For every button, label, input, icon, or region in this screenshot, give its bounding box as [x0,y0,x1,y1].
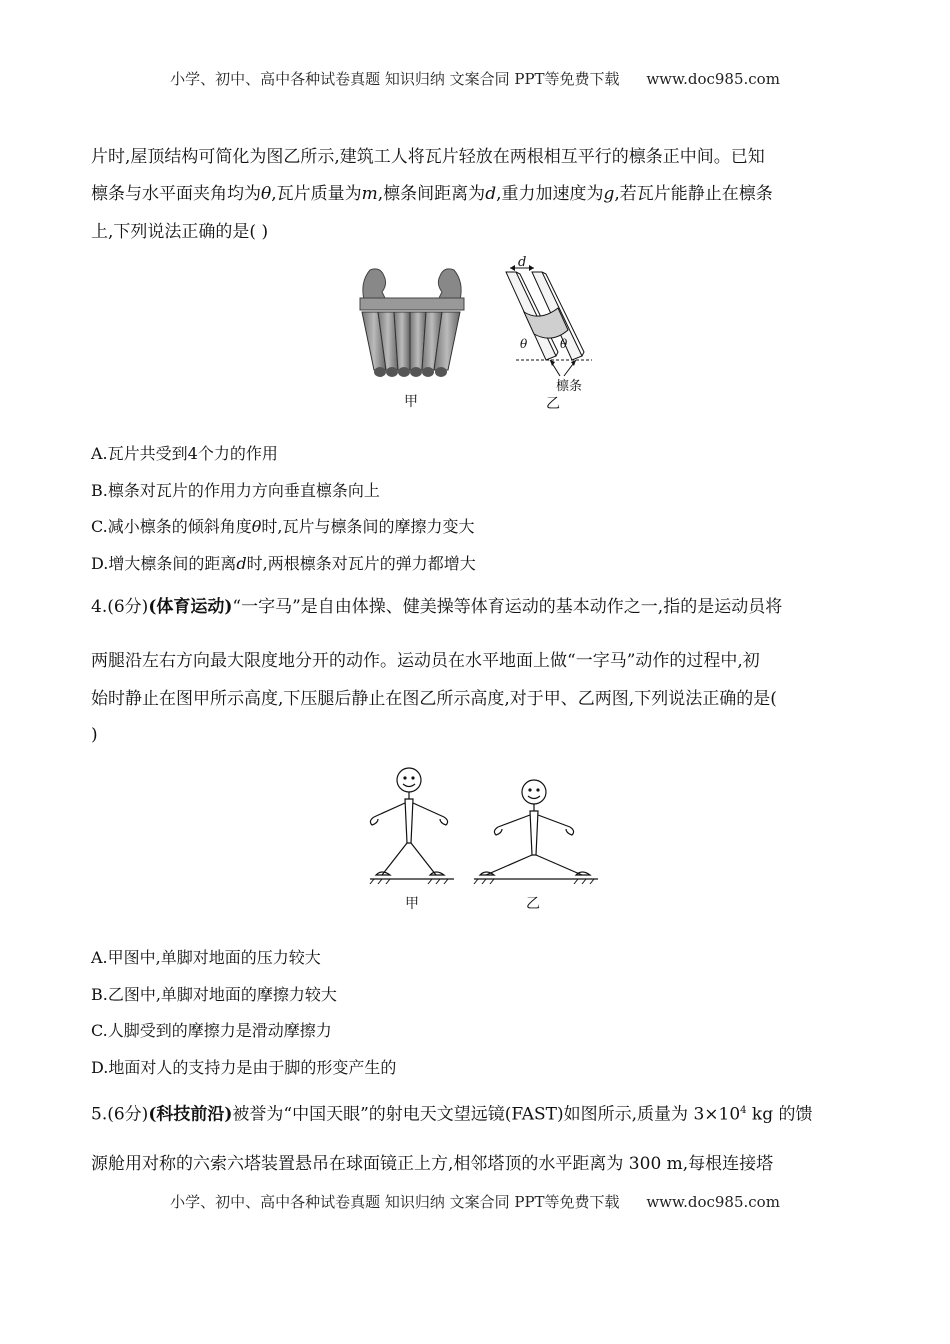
q4-option-a: A.甲图中,单脚对地面的压力较大 [91,948,321,967]
q3-option-b: B.檩条对瓦片的作用力方向垂直檩条向上 [91,481,380,500]
q3-figure-purlins [496,256,606,396]
q4-fig-label-jia: 甲 [405,896,419,912]
q4-option-d: D.地面对人的支持力是由于脚的形变产生的 [91,1058,397,1077]
q3-fig-label-lintiao: 檩条 [556,379,583,394]
q4-figure-yi [472,775,602,890]
q4-line1: 4.(6分)(体育运动)“一字马”是自由体操、健美操等体育运动的基本动作之一,指的是运动员将 [91,597,783,617]
q4-option-b: B.乙图中,单脚对地面的摩擦力较大 [91,985,337,1004]
q3-option-a: A.瓦片共受到4个力的作用 [91,444,278,463]
page-header [0,68,950,89]
q3-fig-label-yi: 乙 [546,396,560,412]
q4-line4: ) [91,725,98,745]
q3-figure-roof [352,262,472,382]
q3-option-c: C.减小檩条的倾斜角度θ时,瓦片与檩条间的摩擦力变大 [91,517,475,536]
q3-option-d: D.增大檩条间的距离d时,两根檩条对瓦片的弹力都增大 [91,554,476,573]
q3-line1: 片时,屋顶结构可简化为图乙所示,建筑工人将瓦片轻放在两根相互平行的檩条正中间。已知 [91,147,765,167]
header-text: 小学、初中、高中各种试卷真题 知识归纳 文案合同 PPT等免费下载 [170,70,620,88]
q5-line2: 源舱用对称的六索六塔装置悬吊在球面镜正上方,相邻塔顶的水平距离为 300 m,每根连接塔 [91,1154,774,1174]
q3-fig-label-theta-left: θ [520,337,528,351]
page-footer [0,1191,950,1212]
q4-line2: 两腿沿左右方向最大限度地分开的动作。运动员在水平地面上做“一字马”动作的过程中,初 [91,651,760,671]
q5-line1: 5.(6分)(科技前沿)被誉为“中国天眼”的射电天文望远镜(FAST)如图所示,质量为 $3\times 10^4$ kg 的馈 [91,1104,813,1125]
q3-fig-label-jia: 甲 [404,394,418,410]
q3-fig-label-d: d [518,255,527,270]
q4-option-c: C.人脚受到的摩擦力是滑动摩擦力 [91,1021,332,1040]
q4-line3: 始时静止在图甲所示高度,下压腿后静止在图乙所示高度,对于甲、乙两图,下列说法正确的是( [91,689,777,709]
header-site[interactable]: www.doc985.com [646,70,780,88]
footer-site[interactable]: www.doc985.com [646,1193,780,1211]
q3-line3: 上,下列说法正确的是( ) [91,222,269,242]
q4-figure-jia [362,765,462,890]
q4-fig-label-yi: 乙 [526,896,540,912]
q3-line2: 檩条与水平面夹角均为θ,瓦片质量为m,檩条间距离为d,重力加速度为g,若瓦片能静止在檩条 [91,184,773,204]
footer-text: 小学、初中、高中各种试卷真题 知识归纳 文案合同 PPT等免费下载 [170,1193,620,1211]
q3-fig-label-theta-right: θ [560,337,568,351]
